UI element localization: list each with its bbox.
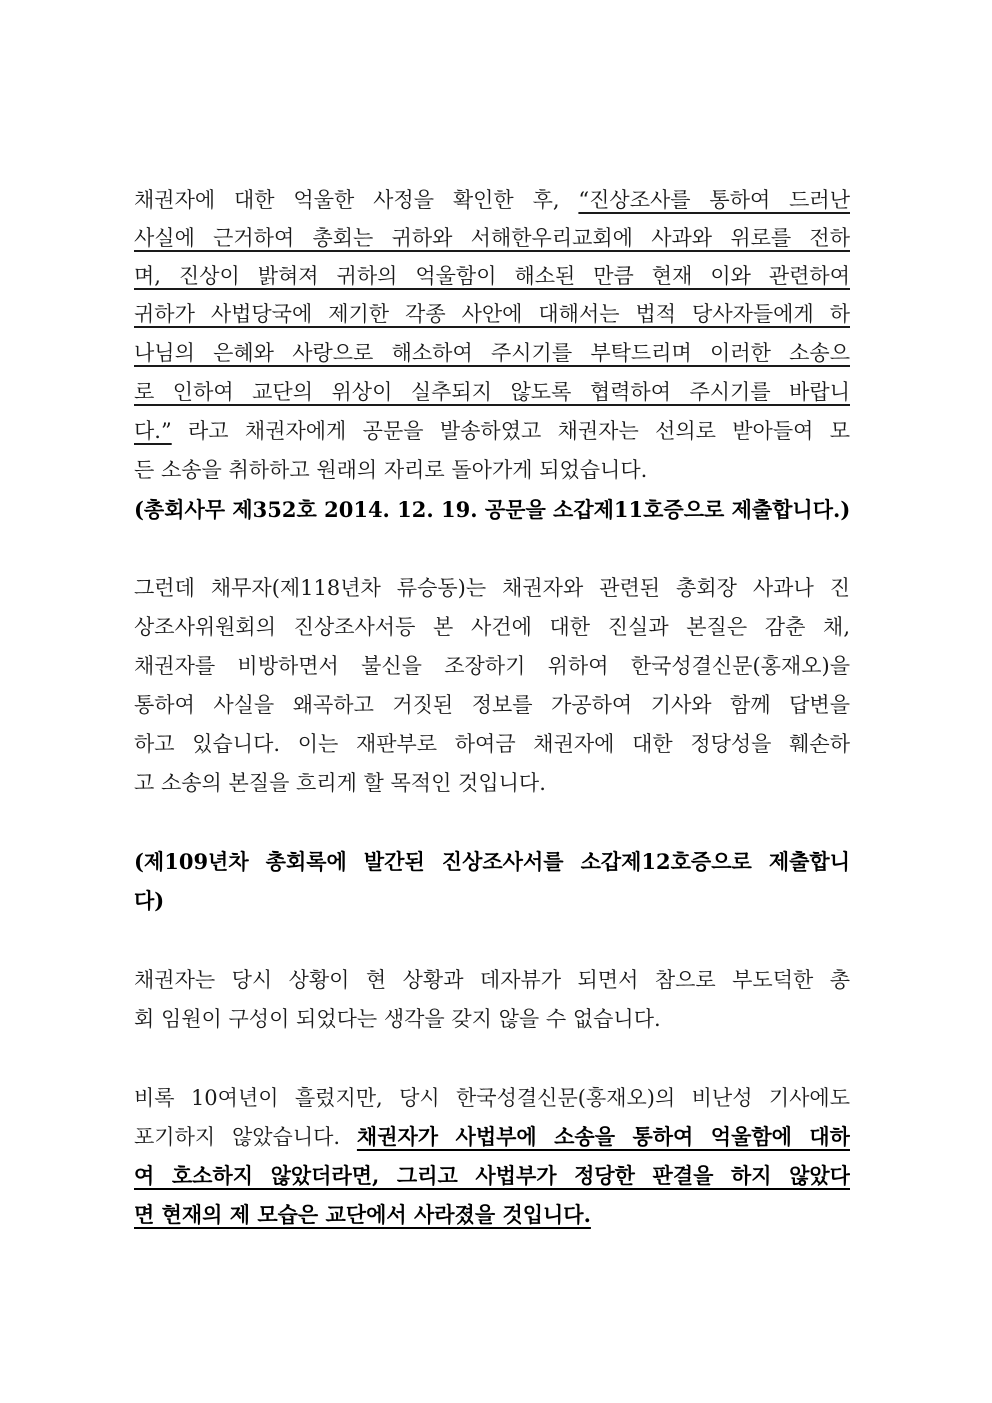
p3-line-2: 회 임원이 구성이 되었다는 생각을 갖지 않을 수 없습니다. <box>134 1007 661 1031</box>
p2-line-4: 통하여 사실을 왜곡하고 거짓된 정보를 가공하여 기사와 함께 답변을 <box>134 693 850 717</box>
evidence-note-12-line-2: 다) <box>134 888 165 913</box>
p2-line-6: 고 소송의 본질을 흐리게 할 목적인 것입니다. <box>134 771 546 795</box>
p1-line-1-plain: 채권자에 대한 억울한 사정을 확인한 후, <box>134 188 579 212</box>
p1-line-7-quote-end: 다.” <box>134 419 172 443</box>
p4-line-2 <box>134 1121 850 1153</box>
p2-line-1: 그런데 채무자(제118년차 류승동)는 채권자와 관련된 총회장 사과나 진 <box>134 576 850 600</box>
p1-line-1-quote: “진상조사를 통하여 드러난 <box>578 188 850 212</box>
p4-line-2-emphasis: 채권자가 사법부에 소송을 통하여 억울함에 대하 <box>356 1124 850 1149</box>
p2-line-3: 채권자를 비방하면서 불신을 조장하기 위하여 한국성결신문(홍재오)을 <box>134 654 850 678</box>
p1-line-5: 나님의 은혜와 사랑으로 해소하여 주시기를 부탁드리며 이러한 소송으 <box>134 341 850 365</box>
p1-line-2: 사실에 근거하여 총회는 귀하와 서해한우리교회에 사과와 위로를 전하 <box>134 226 850 250</box>
p2-line-5: 하고 있습니다. 이는 재판부로 하여금 채권자에 대한 정당성을 훼손하 <box>134 732 850 756</box>
p1-line-4: 귀하가 사법당국에 제기한 각종 사안에 대해서는 법적 당사자들에게 하 <box>134 302 850 326</box>
p1-line-7 <box>134 415 850 447</box>
p4-line-3: 여 호소하지 않았더라면, 그리고 사법부가 정당한 판결을 하지 않았다 <box>134 1163 850 1188</box>
p2-line-2: 상조사위원회의 진상조사서등 본 사건에 대한 진실과 본질은 감춘 채, <box>134 615 850 639</box>
p1-line-3: 며, 진상이 밝혀져 귀하의 억울함이 해소된 만큼 현재 이와 관련하여 <box>134 264 850 288</box>
p1-line-1 <box>134 184 850 216</box>
p4-line-2-plain: 포기하지 않았습니다. <box>134 1125 357 1149</box>
p1-line-8: 든 소송을 취하하고 원래의 자리로 돌아가게 되었습니다. <box>134 458 648 482</box>
p1-line-7-plain: 라고 채권자에게 공문을 발송하였고 채권자는 선의로 받아들여 모 <box>171 419 850 443</box>
evidence-note-12-line-1: (제109년차 총회록에 발간된 진상조사서를 소갑제12호증으로 제출합니 <box>134 849 850 874</box>
p1-line-6: 로 인하여 교단의 위상이 실추되지 않도록 협력하여 주시기를 바랍니 <box>134 380 850 404</box>
p4-line-4: 면 현재의 제 모습은 교단에서 사라졌을 것입니다. <box>134 1202 591 1227</box>
p3-line-1: 채권자는 당시 상황이 현 상황과 데자뷰가 되면서 참으로 부도덕한 총 <box>134 968 850 992</box>
evidence-note-11: (총회사무 제352호 2014. 12. 19. 공문을 소갑제11호증으로 제출합니다.) <box>134 497 850 522</box>
p4-line-1: 비록 10여년이 흘렀지만, 당시 한국성결신문(홍재오)의 비난성 기사에도 <box>134 1086 850 1110</box>
